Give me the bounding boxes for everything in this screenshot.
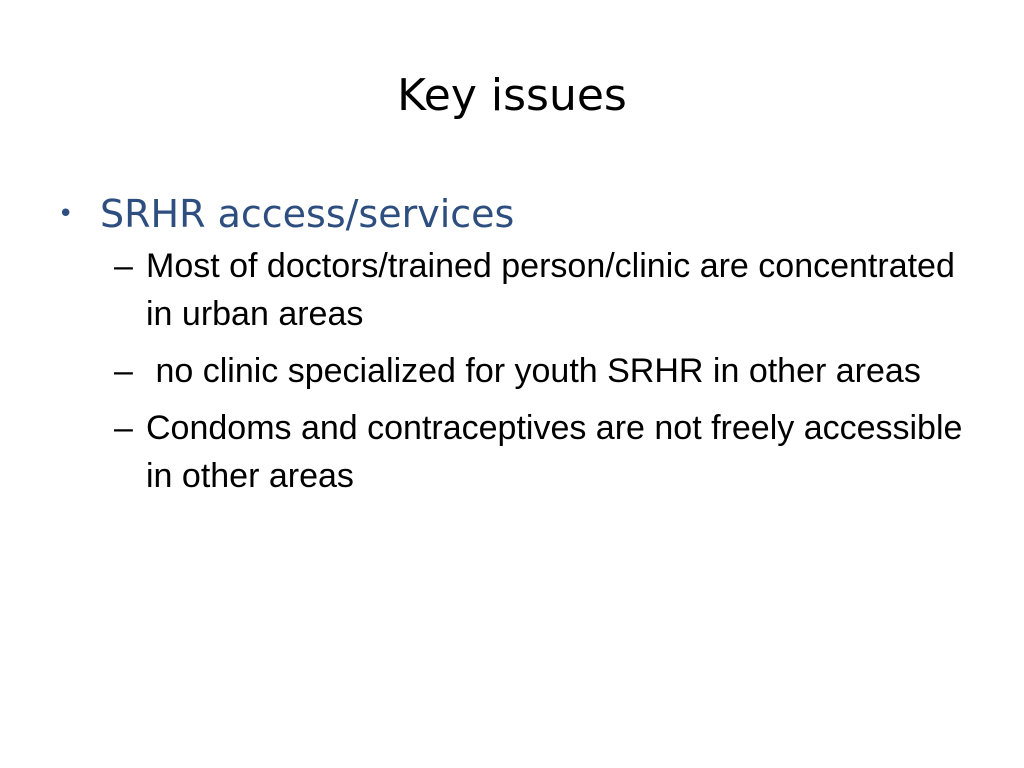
sub-bullet-item <box>104 242 968 338</box>
slide-content <box>58 188 968 509</box>
sub-bullet-text: no clinic specialized for youth SRHR in other areas <box>146 352 921 390</box>
bullet-text: SRHR access/services <box>100 192 515 236</box>
sub-bullet-text: Condoms and contraceptives are not freely accessible in other areas <box>146 409 963 495</box>
dash-marker: – <box>114 247 133 285</box>
sub-bullet-item <box>104 347 968 395</box>
dash-marker: – <box>114 409 133 447</box>
bullet-marker: • <box>58 199 74 229</box>
slide-title: Key issues <box>397 70 627 121</box>
sub-bullet-list <box>58 242 968 500</box>
dash-marker: – <box>114 352 133 390</box>
bullet-item <box>58 188 968 240</box>
sub-bullet-item <box>104 404 968 500</box>
sub-bullet-text: Most of doctors/trained person/clinic are concentrated in urban areas <box>146 247 955 333</box>
